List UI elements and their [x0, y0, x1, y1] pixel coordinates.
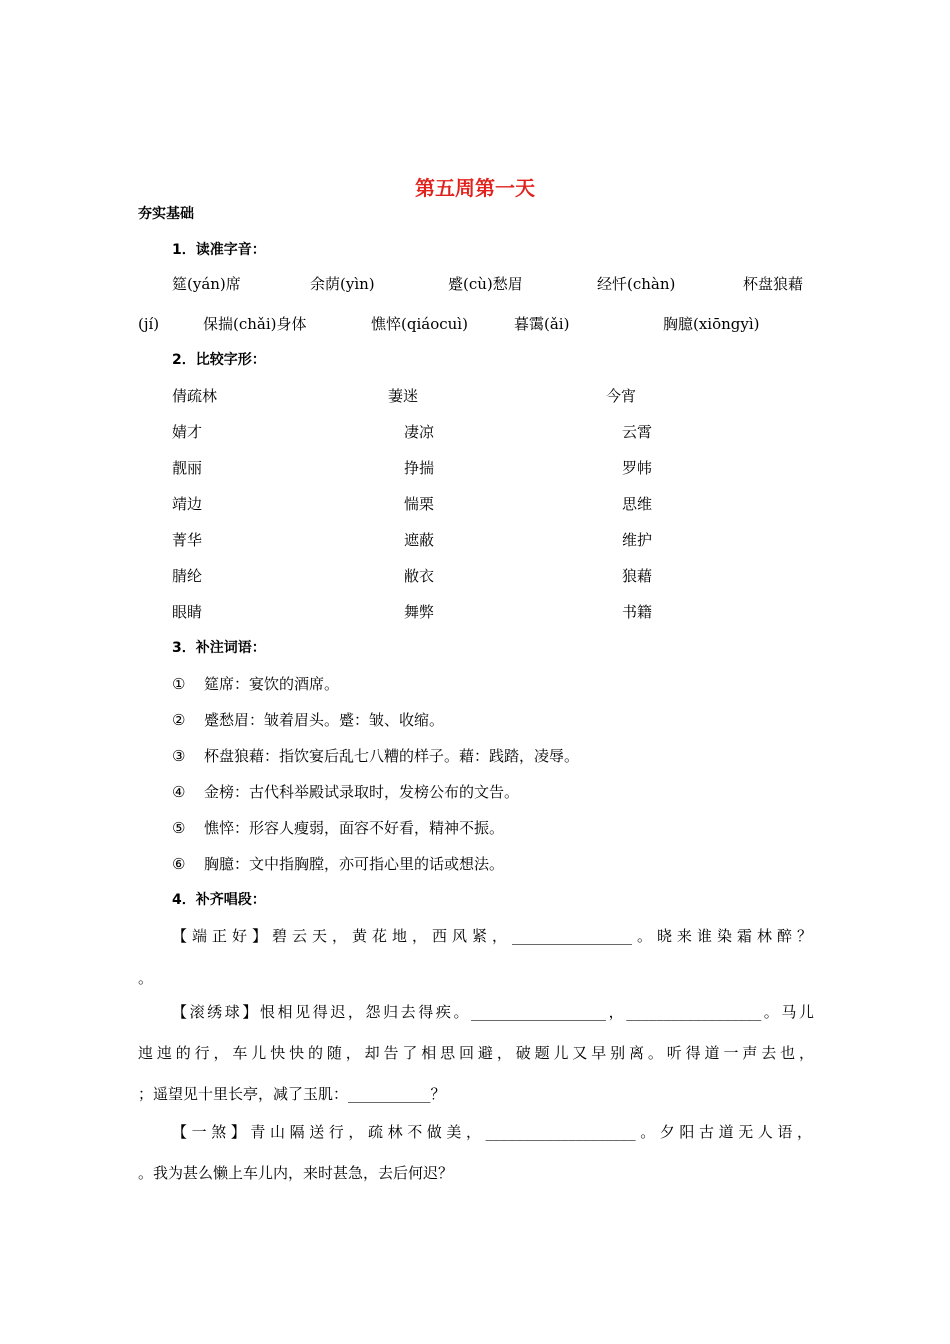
word-col3: 云霄 [622, 423, 653, 441]
word-col2: 敝衣 [404, 567, 435, 585]
lyric-line: 迍迍的行，车儿快快的随，却告了相思回避，破题儿又早别离。听得道一声去也， [138, 1044, 814, 1062]
note-text: 蹙愁眉：皱着眉头。蹙：皱、收缩。 [204, 711, 445, 729]
word-col1: 靓丽 [172, 459, 203, 477]
word-col3: 狼藉 [622, 567, 653, 585]
pinyin-item: 杯盘狼藉 [743, 275, 804, 293]
lyric-line: 。 [138, 969, 154, 987]
word-col3: 罗帏 [622, 459, 653, 477]
word-col2: 挣揣 [404, 459, 435, 477]
pinyin-item: 胸臆(xiōngyì) [663, 315, 760, 333]
pinyin-item: 暮霭(ǎi) [514, 315, 570, 333]
word-col3: 维护 [622, 531, 653, 549]
pinyin-item: 余荫(yìn) [310, 275, 375, 293]
note-text: 金榜：古代科举殿试录取时，发榜公布的文告。 [204, 783, 520, 801]
word-col2: 凄凉 [404, 423, 435, 441]
note-number: ⑥ [172, 855, 186, 873]
note-number: ④ [172, 783, 186, 801]
note-text: 胸臆：文中指胸膛，亦可指心里的话或想法。 [204, 855, 505, 873]
word-col2: 萋迷 [388, 387, 419, 405]
section-heading: 夯实基础 [138, 206, 194, 222]
q3-heading: 3．补注词语： [172, 640, 266, 656]
note-number: ③ [172, 747, 186, 765]
word-col1: 腈纶 [172, 567, 203, 585]
q4-heading: 4．补齐唱段： [172, 892, 266, 908]
note-number: ① [172, 675, 186, 693]
page-title: 第五周第一天 [415, 176, 535, 200]
pinyin-item: 蹙(cù)愁眉 [448, 275, 523, 293]
pinyin-item: 憔悴(qiáocuì) [371, 315, 468, 333]
word-col3: 书籍 [622, 603, 653, 621]
pinyin-item: 经忏(chàn) [597, 275, 676, 293]
word-col2: 舞弊 [404, 603, 435, 621]
note-number: ⑤ [172, 819, 186, 837]
word-col2: 惴栗 [404, 495, 435, 513]
lyric-line: 。我为甚么懒上车儿内，来时甚急，去后何迟？ [138, 1164, 454, 1182]
lyric-line: 【端正好】碧云天，黄花地，西风紧，________________。晓来谁染霜林醉？ [172, 927, 812, 945]
lyric-line: 【滚绣球】恨相见得迟，怨归去得疾。__________________，__________________。马儿 [172, 1003, 814, 1021]
note-text: 憔悴：形容人瘦弱，面容不好看，精神不振。 [204, 819, 505, 837]
note-number: ② [172, 711, 186, 729]
lyric-line: 【一煞】青山隔送行，疏林不做美，____________________。夕阳古道无人语， [172, 1123, 812, 1141]
note-text: 筵席：宴饮的酒席。 [204, 675, 340, 693]
word-col1: 靖边 [172, 495, 203, 513]
pinyin-item: 保揣(chǎi)身体 [203, 315, 307, 333]
word-col1: 倩疏林 [172, 387, 218, 405]
pinyin-item: (jí) [138, 315, 160, 333]
q2-heading: 2．比较字形： [172, 352, 266, 368]
word-col1: 眼睛 [172, 603, 203, 621]
word-col1: 菁华 [172, 531, 203, 549]
q1-heading: 1．读准字音： [172, 242, 266, 258]
note-text: 杯盘狼藉：指饮宴后乱七八糟的样子。藉：践踏，凌辱。 [204, 747, 580, 765]
lyric-line: ；遥望见十里长亭，减了玉肌：___________？ [138, 1085, 446, 1103]
word-col3: 思维 [622, 495, 653, 513]
word-col3: 今宵 [606, 387, 637, 405]
word-col2: 遮蔽 [404, 531, 435, 549]
word-col1: 婧才 [172, 423, 203, 441]
pinyin-item: 筵(yán)席 [172, 275, 241, 293]
